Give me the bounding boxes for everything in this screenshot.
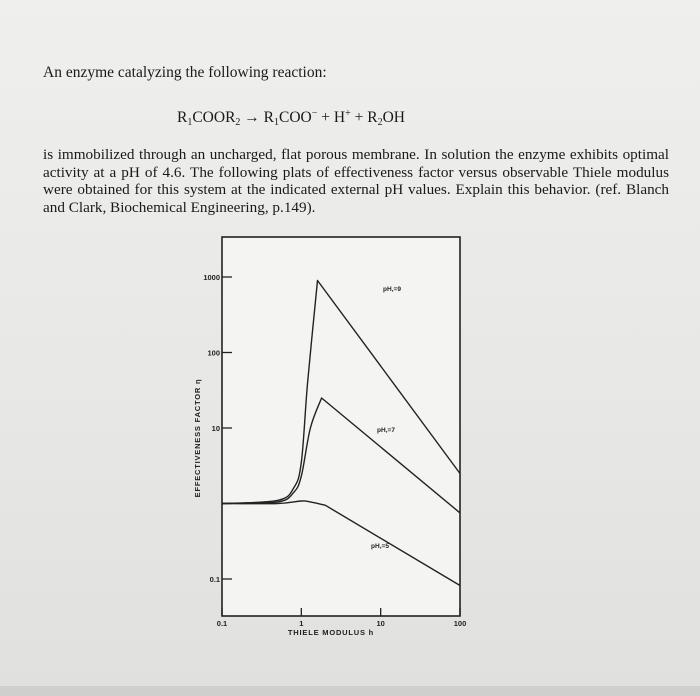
- reaction-subscript: 1: [274, 117, 280, 128]
- reaction-part: R: [177, 109, 188, 126]
- x-tick-label: 1: [299, 619, 304, 628]
- reaction-part: R: [263, 109, 275, 126]
- reaction-superscript: −: [311, 108, 318, 119]
- plot-frame: [222, 237, 460, 616]
- effectiveness-factor-figure: [180, 225, 480, 650]
- problem-text: is immobilized through an uncharged, flat porous membrane. In solution the enzyme exhibits optimal activity at a pH of 4.6. The following plats of effectiveness factor versus observable Thiele modulus were obtained for this system at the indicated external pH values. Explain this behavior. (ref. Blanch and Clark, Biochemical Engineering, p.149).: [43, 146, 669, 216]
- reaction-equation: [177, 104, 405, 133]
- series-label-ph7: pH,=7: [377, 427, 395, 434]
- effectiveness-chart: [180, 225, 480, 645]
- x-tick-label: 100: [453, 619, 467, 628]
- x-tick-label: 0.1: [216, 619, 228, 628]
- x-tick-label: 10: [376, 619, 385, 628]
- intro-text: An enzyme catalyzing the following reaction:: [43, 64, 327, 81]
- reaction-arrow: →: [244, 109, 260, 126]
- y-tick-label: 10: [211, 424, 220, 433]
- reaction-part: + R: [354, 109, 378, 126]
- reaction-part: COOR: [192, 109, 236, 126]
- x-axis-title: THIELE MODULUS h: [287, 628, 375, 637]
- series-label-ph5: pH,=5: [371, 543, 389, 550]
- y-tick-label: 0.1: [209, 575, 220, 584]
- y-tick-label: 1000: [203, 273, 220, 282]
- reaction-part: OH: [382, 109, 405, 126]
- reaction-subscript: 2: [377, 117, 383, 128]
- series-label-ph9: pH,=9: [383, 286, 401, 293]
- reaction-part: + H: [321, 109, 346, 126]
- reaction-superscript: +: [345, 108, 351, 119]
- y-tick-label: 100: [207, 348, 220, 358]
- reaction-subscript: 2: [235, 117, 241, 128]
- y-axis-title: EFFECTIVENESS FACTOR η: [193, 378, 202, 498]
- reaction-subscript: 1: [187, 117, 193, 128]
- reaction-part: COO: [279, 109, 312, 126]
- page-edge: [0, 686, 700, 696]
